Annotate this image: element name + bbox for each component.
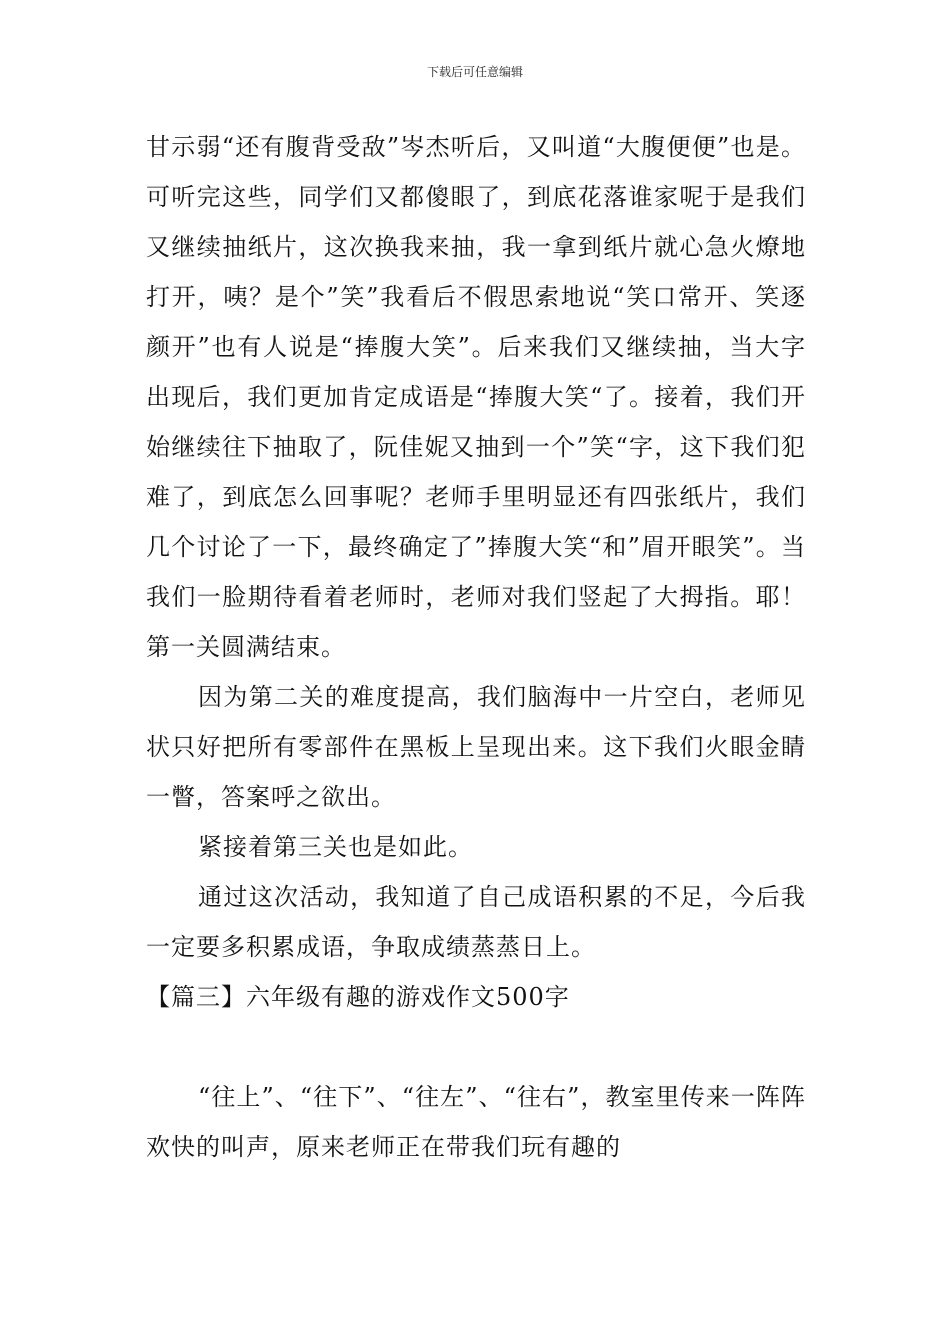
document-body	[146, 122, 806, 1172]
section-heading: 【篇三】六年级有趣的游戏作文500字	[146, 983, 570, 1011]
blank-line	[146, 1022, 806, 1072]
section-paragraph-1: “往上”、“往下”、“往左”、“往右”，教室里传来一阵阵欢快的叫声，原来老师正在带我们玩有趣的	[146, 1083, 806, 1161]
paragraph-2: 因为第二关的难度提高，我们脑海中一片空白，老师见状只好把所有零部件在黑板上呈现出来。这下我们火眼金睛一瞥，答案呼之欲出。	[146, 683, 806, 811]
page-header: 下载后可任意编辑	[426, 65, 523, 79]
paragraph-1: 甘示弱“还有腹背受敌”岑杰听后，又叫道“大腹便便”也是。可听完这些，同学们又都傻眼了，到底花落谁家呢于是我们又继续抽纸片，这次换我来抽，我一拿到纸片就心急火燎地打开，咦？是个”笑”我看后不假思索地说“笑口常开、笑逐颜开”也有人说是“捧腹大笑”。后来我们又继续抽，当大字出现后，我们更加肯定成语是“捧腹大笑“了。接着，我们开始继续往下抽取了，阮佳妮又抽到一个”笑“字，这下我们犯难了，到底怎么回事呢？老师手里明显还有四张纸片，我们几个讨论了一下，最终确定了”捧腹大笑“和”眉开眼笑”。当我们一脸期待看着老师时，老师对我们竖起了大拇指。耶！第一关圆满结束。	[146, 133, 806, 661]
paragraph-4: 通过这次活动，我知道了自己成语积累的不足，今后我一定要多积累成语，争取成绩蒸蒸日上。	[146, 883, 806, 961]
paragraph-3: 紧接着第三关也是如此。	[198, 833, 473, 861]
